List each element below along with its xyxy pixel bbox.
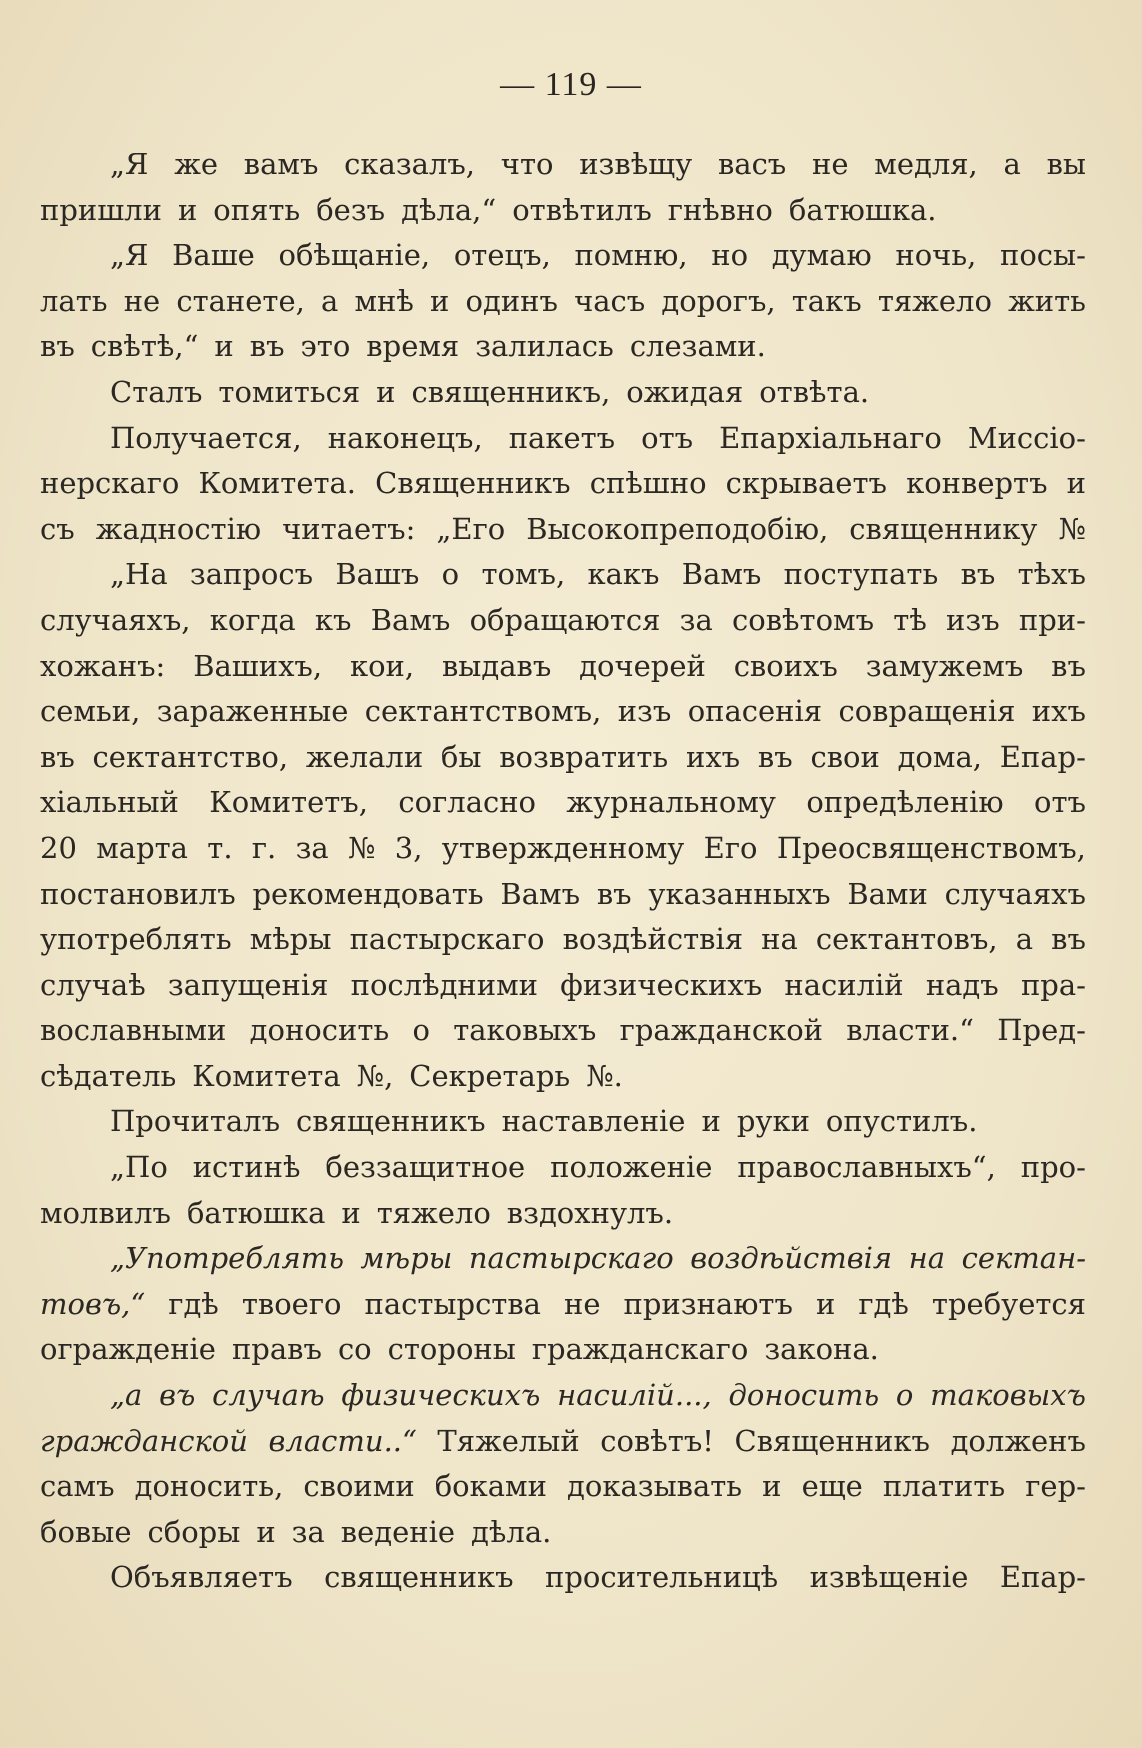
word: №, <box>356 1058 394 1093</box>
word: истинѣ <box>192 1150 301 1185</box>
word: Священникъ <box>375 466 571 501</box>
word: дома, <box>897 739 982 774</box>
word: власти..“ <box>268 1423 417 1458</box>
word: одинъ <box>465 283 558 318</box>
word: Получается, <box>110 420 302 455</box>
word: пакетъ <box>508 420 616 455</box>
word: Комитетъ, <box>209 785 368 820</box>
word: Комитета. <box>198 466 357 501</box>
word: положеніе <box>550 1150 713 1185</box>
text-line <box>40 370 1086 416</box>
word: Сталъ <box>110 374 203 409</box>
word: нерскаго <box>40 466 180 501</box>
word: случаяхъ, <box>40 602 191 637</box>
text-line <box>40 233 1086 279</box>
word: доносить <box>728 1378 880 1413</box>
word: опять <box>213 192 301 227</box>
word: указанныхъ <box>648 876 831 911</box>
text-line <box>40 279 1086 325</box>
word: православныхъ“, <box>737 1150 996 1185</box>
word: насилій..., <box>557 1378 712 1413</box>
text-line <box>40 188 1086 234</box>
word: хіальный <box>40 785 179 820</box>
text-line <box>40 1373 1086 1419</box>
text-line <box>40 507 1086 553</box>
word: лать <box>40 283 108 318</box>
word: Секретарь <box>409 1058 571 1093</box>
text-line <box>40 1236 1086 1282</box>
word: веденіе <box>340 1514 456 1549</box>
word: Миссіо- <box>967 420 1086 455</box>
word: опустилъ. <box>825 1104 978 1139</box>
word: правъ <box>231 1332 322 1367</box>
word: о <box>441 557 460 592</box>
word: признаютъ <box>623 1286 793 1321</box>
word: бы <box>440 739 482 774</box>
word: гнѣвно <box>667 192 773 227</box>
word: безъ <box>316 192 386 227</box>
text-line <box>40 644 1086 690</box>
word: гер- <box>1025 1469 1086 1504</box>
word: воздѣйствія <box>562 922 744 957</box>
word: власти.“ <box>846 1013 974 1048</box>
word: это <box>300 329 351 364</box>
word: обѣщаніе, <box>278 238 431 273</box>
word: мѣры <box>249 922 332 957</box>
word: сектантство, <box>92 739 289 774</box>
word: наконецъ, <box>327 420 483 455</box>
word: священникъ <box>324 1560 514 1595</box>
word: журнальному <box>566 785 776 820</box>
word: ожидая <box>626 374 744 409</box>
word: тѣхъ <box>1017 557 1086 592</box>
word: не <box>123 283 161 318</box>
word: станете, <box>176 283 305 318</box>
word: ночь, <box>895 238 977 273</box>
word: Вамъ <box>681 557 762 592</box>
word: сѣдатель <box>40 1058 177 1093</box>
word: медля, <box>874 147 978 181</box>
word: „а <box>110 1378 143 1413</box>
word: посы- <box>1000 238 1086 273</box>
text-line <box>40 1008 1086 1054</box>
word: и <box>815 1286 836 1321</box>
word: рекомендовать <box>252 876 484 911</box>
word: слезами. <box>629 329 766 364</box>
word: „Употреблять <box>110 1241 344 1276</box>
word: свѣтѣ,“ <box>90 329 199 364</box>
word: пастырскаго <box>349 922 545 957</box>
word: запросъ <box>189 557 314 592</box>
text-line <box>40 598 1086 644</box>
word: батюшка. <box>788 192 937 227</box>
word: въ <box>960 557 996 592</box>
word: наставленіе <box>501 1104 686 1139</box>
word: Вашъ <box>335 557 420 592</box>
word: воздѣйствія <box>690 1241 893 1276</box>
word: мнѣ <box>354 283 414 318</box>
text-line <box>40 142 1086 188</box>
word: совращенія <box>838 694 1016 729</box>
word: Вамъ <box>500 876 581 911</box>
word: какъ <box>587 557 660 592</box>
word: пастырскаго <box>468 1241 674 1276</box>
word: стороны <box>387 1332 516 1367</box>
word: согласно <box>398 785 537 820</box>
page-number: — 119 — <box>500 66 642 103</box>
word: платить <box>882 1469 1006 1504</box>
word: въ <box>40 329 75 364</box>
word: гражданской <box>619 1013 823 1048</box>
word: и <box>1066 466 1086 501</box>
text-line <box>40 1510 1086 1556</box>
text-line <box>40 461 1086 507</box>
word: закона. <box>764 1332 879 1367</box>
word: и <box>214 329 234 364</box>
word: вамъ <box>243 147 319 181</box>
word: въ <box>40 739 75 774</box>
word: возвратить <box>499 739 669 774</box>
text-line <box>40 1099 1086 1145</box>
word: сектантствомъ, <box>364 694 602 729</box>
word: и <box>341 1195 361 1230</box>
word: жить <box>1008 283 1086 318</box>
word: и <box>430 283 450 318</box>
word: т. <box>207 830 233 865</box>
word: „Его <box>436 511 506 546</box>
word: и <box>701 1104 721 1139</box>
word: постановилъ <box>40 876 236 911</box>
word: просительницѣ <box>545 1560 779 1595</box>
word: священнику <box>849 511 1038 546</box>
word: кои, <box>349 648 415 683</box>
word: насилій <box>784 967 904 1002</box>
word: Комитета <box>192 1058 341 1093</box>
word: вославными <box>40 1013 227 1048</box>
word: желали <box>305 739 424 774</box>
word: со <box>337 1332 372 1367</box>
text-line <box>40 1191 1086 1237</box>
word: таковыхъ <box>930 1378 1086 1413</box>
word: „На <box>110 557 168 592</box>
word: вздохнулъ. <box>506 1195 674 1230</box>
word: ихъ <box>1031 694 1086 729</box>
word: замужемъ <box>865 648 1024 683</box>
word: выдавъ <box>441 648 552 683</box>
word: №. <box>586 1058 623 1093</box>
word: 3, <box>394 830 423 865</box>
word: и <box>376 374 396 409</box>
word: на <box>761 922 798 957</box>
word: за <box>291 1514 325 1549</box>
text-line <box>40 1555 1086 1601</box>
text-line <box>40 324 1086 370</box>
word: беззащитное <box>325 1150 526 1185</box>
word: запущенія <box>167 967 329 1002</box>
word: „Я <box>110 147 149 181</box>
word: Вашихъ, <box>193 648 323 683</box>
word: случаяхъ <box>944 876 1086 911</box>
word: физическихъ <box>560 967 763 1002</box>
word: таковыхъ <box>453 1013 597 1048</box>
word: дорогъ, <box>661 283 776 318</box>
word: „Я <box>110 238 149 273</box>
word: случаѣ <box>212 1378 325 1413</box>
body-text <box>40 142 1086 1601</box>
word: Вами <box>847 876 928 911</box>
word: надъ <box>925 967 999 1002</box>
word: зараженные <box>156 694 349 729</box>
word: № <box>348 830 376 865</box>
word: случаѣ <box>40 967 146 1002</box>
word: Ваше <box>172 238 255 273</box>
word: сектантовъ, <box>815 922 998 957</box>
word: спѣшно <box>589 466 707 501</box>
word: дочерей <box>579 648 706 683</box>
word: а <box>1003 147 1021 181</box>
text-line <box>40 735 1086 781</box>
word: въ <box>757 739 793 774</box>
word: изъ <box>617 694 672 729</box>
word: помню, <box>574 238 688 273</box>
word: за <box>679 602 713 637</box>
text-line <box>40 1054 1086 1100</box>
word: извѣщу <box>579 147 693 181</box>
word: послѣдними <box>350 967 538 1002</box>
word: гражданской <box>40 1423 248 1458</box>
word: тѣ <box>893 602 927 637</box>
word: свои <box>810 739 880 774</box>
word: Священникъ <box>734 1423 931 1458</box>
word: Пред- <box>997 1013 1086 1048</box>
word: руки <box>736 1104 810 1139</box>
word: а <box>1015 922 1034 957</box>
word: своихъ <box>733 648 838 683</box>
word: ихъ <box>686 739 741 774</box>
word: такъ <box>791 283 862 318</box>
word: своими <box>303 1469 415 1504</box>
word: отвѣтилъ <box>512 192 652 227</box>
word: Вамъ <box>370 602 451 637</box>
word: отвѣта. <box>759 374 870 409</box>
word: семьи, <box>40 694 141 729</box>
word: молвилъ <box>40 1195 171 1230</box>
word: жадностію <box>95 511 262 546</box>
text-line <box>40 826 1086 872</box>
word: и <box>256 1514 276 1549</box>
word: не <box>812 147 849 181</box>
word: отецъ, <box>453 238 551 273</box>
word: опредѣленію <box>806 785 1004 820</box>
text-line <box>40 917 1086 963</box>
word: священникъ, <box>411 374 611 409</box>
word: и <box>762 1469 782 1504</box>
word: № <box>1058 511 1086 546</box>
word: пра- <box>1020 967 1086 1002</box>
word: еще <box>801 1469 863 1504</box>
word: томиться <box>218 374 361 409</box>
word: обращаются <box>469 602 661 637</box>
word: доказывать <box>567 1469 743 1504</box>
word: о <box>412 1013 430 1048</box>
word: а <box>321 283 339 318</box>
word: пастырства <box>364 1286 541 1321</box>
word: боками <box>434 1469 547 1504</box>
word: о <box>895 1378 914 1413</box>
word: Высокопреподобію, <box>526 511 829 546</box>
word: Преосвященствомъ, <box>776 830 1086 865</box>
word: пришли <box>40 192 162 227</box>
text-line <box>40 1282 1086 1328</box>
word: же <box>174 147 219 181</box>
word: васъ <box>717 147 787 181</box>
word: за <box>295 830 329 865</box>
text-line <box>40 689 1086 735</box>
word: въ <box>159 1378 196 1413</box>
word: бовые <box>40 1514 132 1549</box>
word: сектан- <box>961 1241 1086 1276</box>
word: совѣтомъ <box>732 602 875 637</box>
word: съ <box>40 511 75 546</box>
word: поступать <box>783 557 939 592</box>
text-line <box>40 1419 1086 1465</box>
word: въ <box>249 329 285 364</box>
word: залилась <box>475 329 614 364</box>
text-line <box>40 780 1086 826</box>
word: на <box>908 1241 946 1276</box>
word: извѣщеніе <box>809 1560 969 1595</box>
word: Объявляетъ <box>110 1560 293 1595</box>
word: употреблять <box>40 922 232 957</box>
word: время <box>366 329 460 364</box>
word: долженъ <box>950 1423 1086 1458</box>
word: гражданскаго <box>531 1332 749 1367</box>
word: отъ <box>1034 785 1086 820</box>
word: Епархіальнаго <box>719 420 942 455</box>
word: „По <box>110 1150 168 1185</box>
word: Епар- <box>999 1560 1086 1595</box>
word: про- <box>1020 1150 1086 1185</box>
word: къ <box>314 602 352 637</box>
text-line <box>40 963 1086 1009</box>
word: думаю <box>771 238 872 273</box>
word: мѣры <box>360 1241 453 1276</box>
word: огражденіе <box>40 1332 216 1367</box>
word: г. <box>251 830 277 865</box>
word: совѣтъ! <box>600 1423 714 1458</box>
word: тяжело <box>376 1195 491 1230</box>
word: опасенія <box>687 694 823 729</box>
word: Его <box>703 830 758 865</box>
word: при- <box>1018 602 1086 637</box>
word: скрываетъ <box>725 466 887 501</box>
word: гдѣ <box>858 1286 909 1321</box>
word: тяжело <box>877 283 992 318</box>
word: батюшка <box>186 1195 326 1230</box>
word: 20 <box>40 830 77 865</box>
word: въ <box>596 876 632 911</box>
word: томъ, <box>481 557 566 592</box>
word: марта <box>96 830 188 865</box>
word: гдѣ <box>168 1286 219 1321</box>
text-line <box>40 552 1086 598</box>
word: изъ <box>946 602 1000 637</box>
word: товъ,“ <box>40 1286 146 1321</box>
word: дѣла. <box>471 1514 552 1549</box>
word: Прочиталъ <box>110 1104 281 1139</box>
word: но <box>711 238 749 273</box>
text-line <box>40 872 1086 918</box>
word: доносить, <box>134 1469 284 1504</box>
word: Епар- <box>999 739 1086 774</box>
word: требуется <box>931 1286 1086 1321</box>
word: не <box>564 1286 601 1321</box>
word: и <box>177 192 198 227</box>
word: читаетъ: <box>282 511 416 546</box>
text-line <box>40 1327 1086 1373</box>
word: физическихъ <box>341 1378 541 1413</box>
word: твоего <box>241 1286 342 1321</box>
word: священникъ <box>296 1104 486 1139</box>
word: въ <box>1051 922 1086 957</box>
word: сказалъ, <box>344 147 476 181</box>
word: конвертъ <box>906 466 1048 501</box>
text-line <box>40 1145 1086 1191</box>
word: въ <box>1051 648 1086 683</box>
text-line <box>40 416 1086 462</box>
word: часъ <box>574 283 646 318</box>
word: что <box>500 147 554 181</box>
text-line <box>40 1464 1086 1510</box>
word: дѣла,“ <box>401 192 497 227</box>
word: Тяжелый <box>437 1423 580 1458</box>
word: утвержденному <box>441 830 685 865</box>
word: хожанъ: <box>40 648 166 683</box>
word: доносить <box>249 1013 390 1048</box>
word: вы <box>1046 147 1086 181</box>
word: отъ <box>641 420 694 455</box>
word: сборы <box>147 1514 241 1549</box>
word: когда <box>209 602 296 637</box>
word: самъ <box>40 1469 115 1504</box>
